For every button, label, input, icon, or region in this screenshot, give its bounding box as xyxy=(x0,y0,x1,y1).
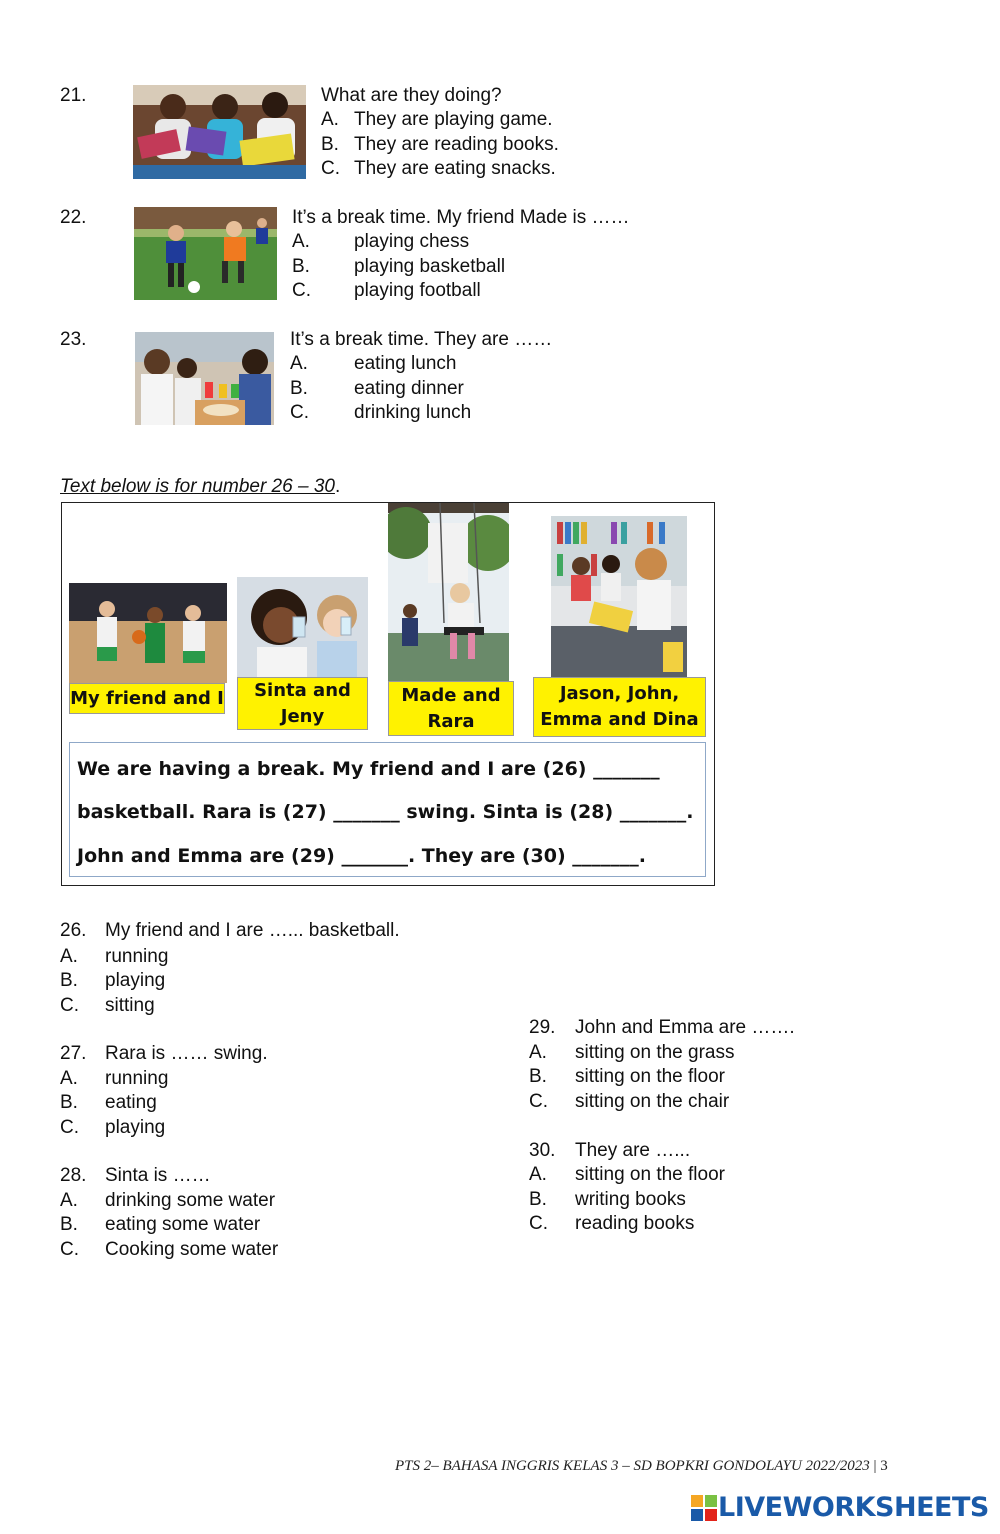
option-b[interactable]: sitting on the floor xyxy=(575,1066,725,1087)
option-a[interactable]: sitting on the floor xyxy=(575,1164,725,1185)
liveworksheets-logo xyxy=(690,1492,989,1523)
question-text: It’s a break time. My friend Made is …… xyxy=(292,207,630,228)
kids-eating-lunch-photo xyxy=(135,332,274,425)
option-c[interactable]: Cooking some water xyxy=(105,1239,279,1260)
option-letter: A. xyxy=(60,946,78,967)
option-a[interactable]: They are playing game. xyxy=(354,109,553,130)
option-c[interactable]: drinking lunch xyxy=(354,402,472,423)
question-number: 26. xyxy=(60,920,87,941)
option-letter: C. xyxy=(529,1213,548,1234)
footer-separator: | xyxy=(873,1458,877,1474)
option-letter: A. xyxy=(529,1164,547,1185)
story-text-box xyxy=(69,742,706,877)
option-letter: A. xyxy=(292,231,310,252)
option-letter: A. xyxy=(290,353,308,374)
section-heading-text: Text below is for number 26 – 30 xyxy=(60,476,335,497)
option-letter: B. xyxy=(60,970,78,991)
liveworksheets-logo-icon xyxy=(690,1494,718,1522)
option-letter: B. xyxy=(529,1189,547,1210)
option-letter: A. xyxy=(321,109,339,130)
label-my-friend-and-i xyxy=(69,683,225,714)
option-letter: B. xyxy=(290,378,308,399)
question-text: My friend and I are …... basketball. xyxy=(105,920,400,941)
girl-on-swing-photo xyxy=(388,503,509,681)
question-text: Rara is …… swing. xyxy=(105,1043,268,1064)
question-text: John and Emma are ……. xyxy=(575,1017,795,1038)
question-text: What are they doing? xyxy=(321,85,502,106)
option-letter: A. xyxy=(60,1068,78,1089)
question-number: 27. xyxy=(60,1043,87,1064)
question-number: 30. xyxy=(529,1140,556,1161)
label-sinta-and-jeny xyxy=(237,677,368,730)
option-letter: A. xyxy=(60,1190,78,1211)
option-b[interactable]: writing books xyxy=(575,1189,686,1210)
children-reading-photo xyxy=(133,85,306,179)
label-line: Emma and Dina xyxy=(540,709,699,730)
label-jason-john-emma-dina xyxy=(533,677,706,737)
option-a[interactable]: sitting on the grass xyxy=(575,1042,735,1063)
label-line: My friend and I xyxy=(70,687,224,709)
question-number: 29. xyxy=(529,1017,556,1038)
label-made-and-rara xyxy=(388,681,514,736)
label-line: Rara xyxy=(427,710,475,732)
label-line: Jeny xyxy=(280,705,325,727)
option-letter: C. xyxy=(292,280,311,301)
option-b[interactable]: eating dinner xyxy=(354,378,464,399)
option-b[interactable]: eating some water xyxy=(105,1214,261,1235)
option-b[interactable]: eating xyxy=(105,1092,157,1113)
page-number: 3 xyxy=(880,1458,888,1474)
option-c[interactable]: sitting on the chair xyxy=(575,1091,730,1112)
option-c[interactable]: sitting xyxy=(105,995,155,1016)
option-letter: C. xyxy=(60,995,79,1016)
question-number: 21. xyxy=(60,85,87,106)
footer-text: PTS 2– BAHASA INGGRIS KELAS 3 – SD BOPKRI GONDOLAYU 2022/2023 xyxy=(395,1458,870,1474)
option-a[interactable]: running xyxy=(105,946,169,967)
option-b[interactable]: They are reading books. xyxy=(354,134,559,155)
story-line-1: We are having a break. My friend and I are (26) _______ xyxy=(77,758,660,780)
option-a[interactable]: running xyxy=(105,1068,169,1089)
option-letter: B. xyxy=(321,134,339,155)
option-letter: C. xyxy=(60,1117,79,1138)
question-number: 22. xyxy=(60,207,87,228)
option-b[interactable]: playing xyxy=(105,970,166,991)
option-letter: C. xyxy=(321,158,340,179)
option-letter: C. xyxy=(60,1239,79,1260)
option-a[interactable]: playing chess xyxy=(354,231,470,252)
page-footer xyxy=(395,1458,888,1475)
option-c[interactable]: reading books xyxy=(575,1213,695,1234)
label-line: Jason, John, xyxy=(559,683,680,704)
girls-drinking-water-photo xyxy=(237,577,368,677)
option-letter: B. xyxy=(60,1214,78,1235)
option-b[interactable]: playing basketball xyxy=(354,256,506,277)
option-c[interactable]: They are eating snacks. xyxy=(354,158,556,179)
kids-reading-library-photo xyxy=(551,516,687,677)
question-text: Sinta is …… xyxy=(105,1165,211,1186)
question-number: 28. xyxy=(60,1165,87,1186)
label-line: Sinta and xyxy=(254,679,351,701)
option-letter: C. xyxy=(290,402,309,423)
section-heading xyxy=(60,475,340,499)
kids-football-photo xyxy=(134,207,277,300)
option-letter: C. xyxy=(529,1091,548,1112)
story-line-2: basketball. Rara is (27) _______ swing. Sinta is (28) _______. xyxy=(77,801,694,823)
option-letter: B. xyxy=(292,256,310,277)
question-number: 23. xyxy=(60,329,87,350)
label-line: Made and xyxy=(401,684,501,706)
option-letter: B. xyxy=(60,1092,78,1113)
option-letter: B. xyxy=(529,1066,547,1087)
question-text: They are …... xyxy=(575,1140,691,1161)
option-letter: A. xyxy=(529,1042,547,1063)
option-a[interactable]: eating lunch xyxy=(354,353,457,374)
question-text: It’s a break time. They are …… xyxy=(290,329,553,350)
logo-text: LIVEWORKSHEETS xyxy=(718,1492,989,1523)
story-line-3: John and Emma are (29) _______. They are (30) _______. xyxy=(77,845,647,867)
option-c[interactable]: playing football xyxy=(354,280,481,301)
option-c[interactable]: playing xyxy=(105,1117,166,1138)
section-heading-end: . xyxy=(334,476,341,497)
kids-basketball-photo xyxy=(69,583,227,683)
option-a[interactable]: drinking some water xyxy=(105,1190,276,1211)
